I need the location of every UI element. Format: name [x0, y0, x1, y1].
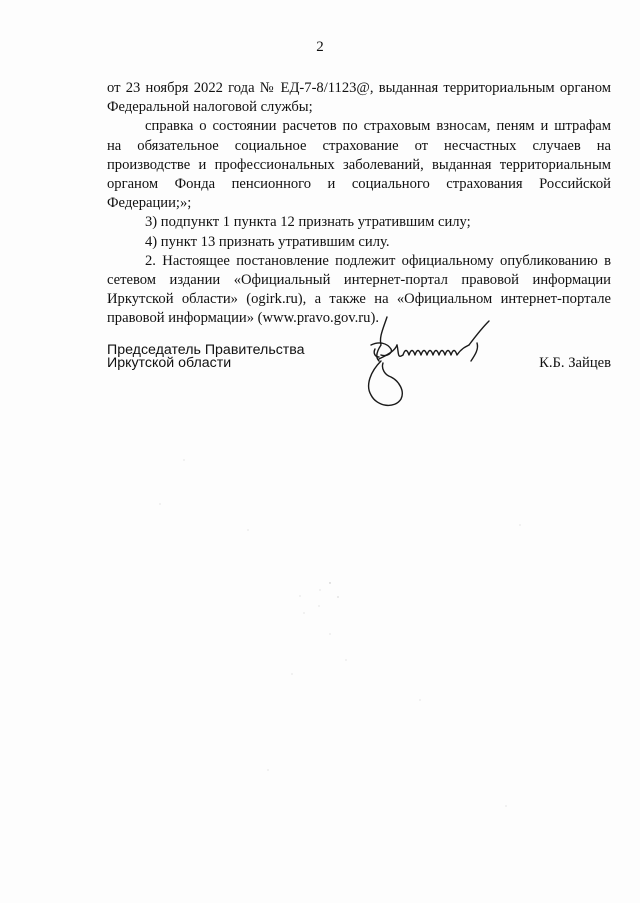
text-line: 3) подпункт 1 пункта 12 признать утратившим силу;	[145, 214, 471, 231]
text-line: 4) пункт 13 признать утратившим силу.	[145, 233, 390, 250]
text-line: от 23 ноября 2022 года № ЕД-7-8/1123@, выданная территориальным органом	[107, 80, 611, 96]
page-number: 2	[316, 39, 324, 55]
signatory-region: Иркутской области	[107, 355, 232, 371]
document-body	[107, 79, 611, 328]
text-line: на обязательное социальное страхование от несчастных случаев на	[107, 137, 611, 154]
handwritten-signature	[357, 315, 507, 425]
signatory-title: Председатель Правительства	[107, 342, 305, 358]
text-line: органом Фонда пенсионного и социального страхования Российской	[107, 175, 611, 192]
text-line: сетевом издании «Официальный интернет-портал правовой информации	[107, 271, 611, 288]
text-line: 2. Настоящее постановление подлежит официальному опубликованию в	[145, 252, 611, 269]
text-line: Иркутской области» (ogirk.ru), а также на «Официальном интернет-портале	[107, 291, 611, 308]
text-line: производстве и профессиональных заболеваний, выданная территориальным	[107, 156, 611, 173]
signatory-name: К.Б. Зайцев	[539, 355, 611, 371]
text-line: правовой информации» (www.pravo.gov.ru).	[107, 310, 379, 327]
text-line: Федеральной налоговой службы;	[107, 99, 313, 116]
text-line: справка о состоянии расчетов по страховым взносам, пеням и штрафам	[145, 118, 611, 135]
signature-block	[107, 341, 611, 421]
text-line: Федерации;»;	[107, 195, 192, 212]
